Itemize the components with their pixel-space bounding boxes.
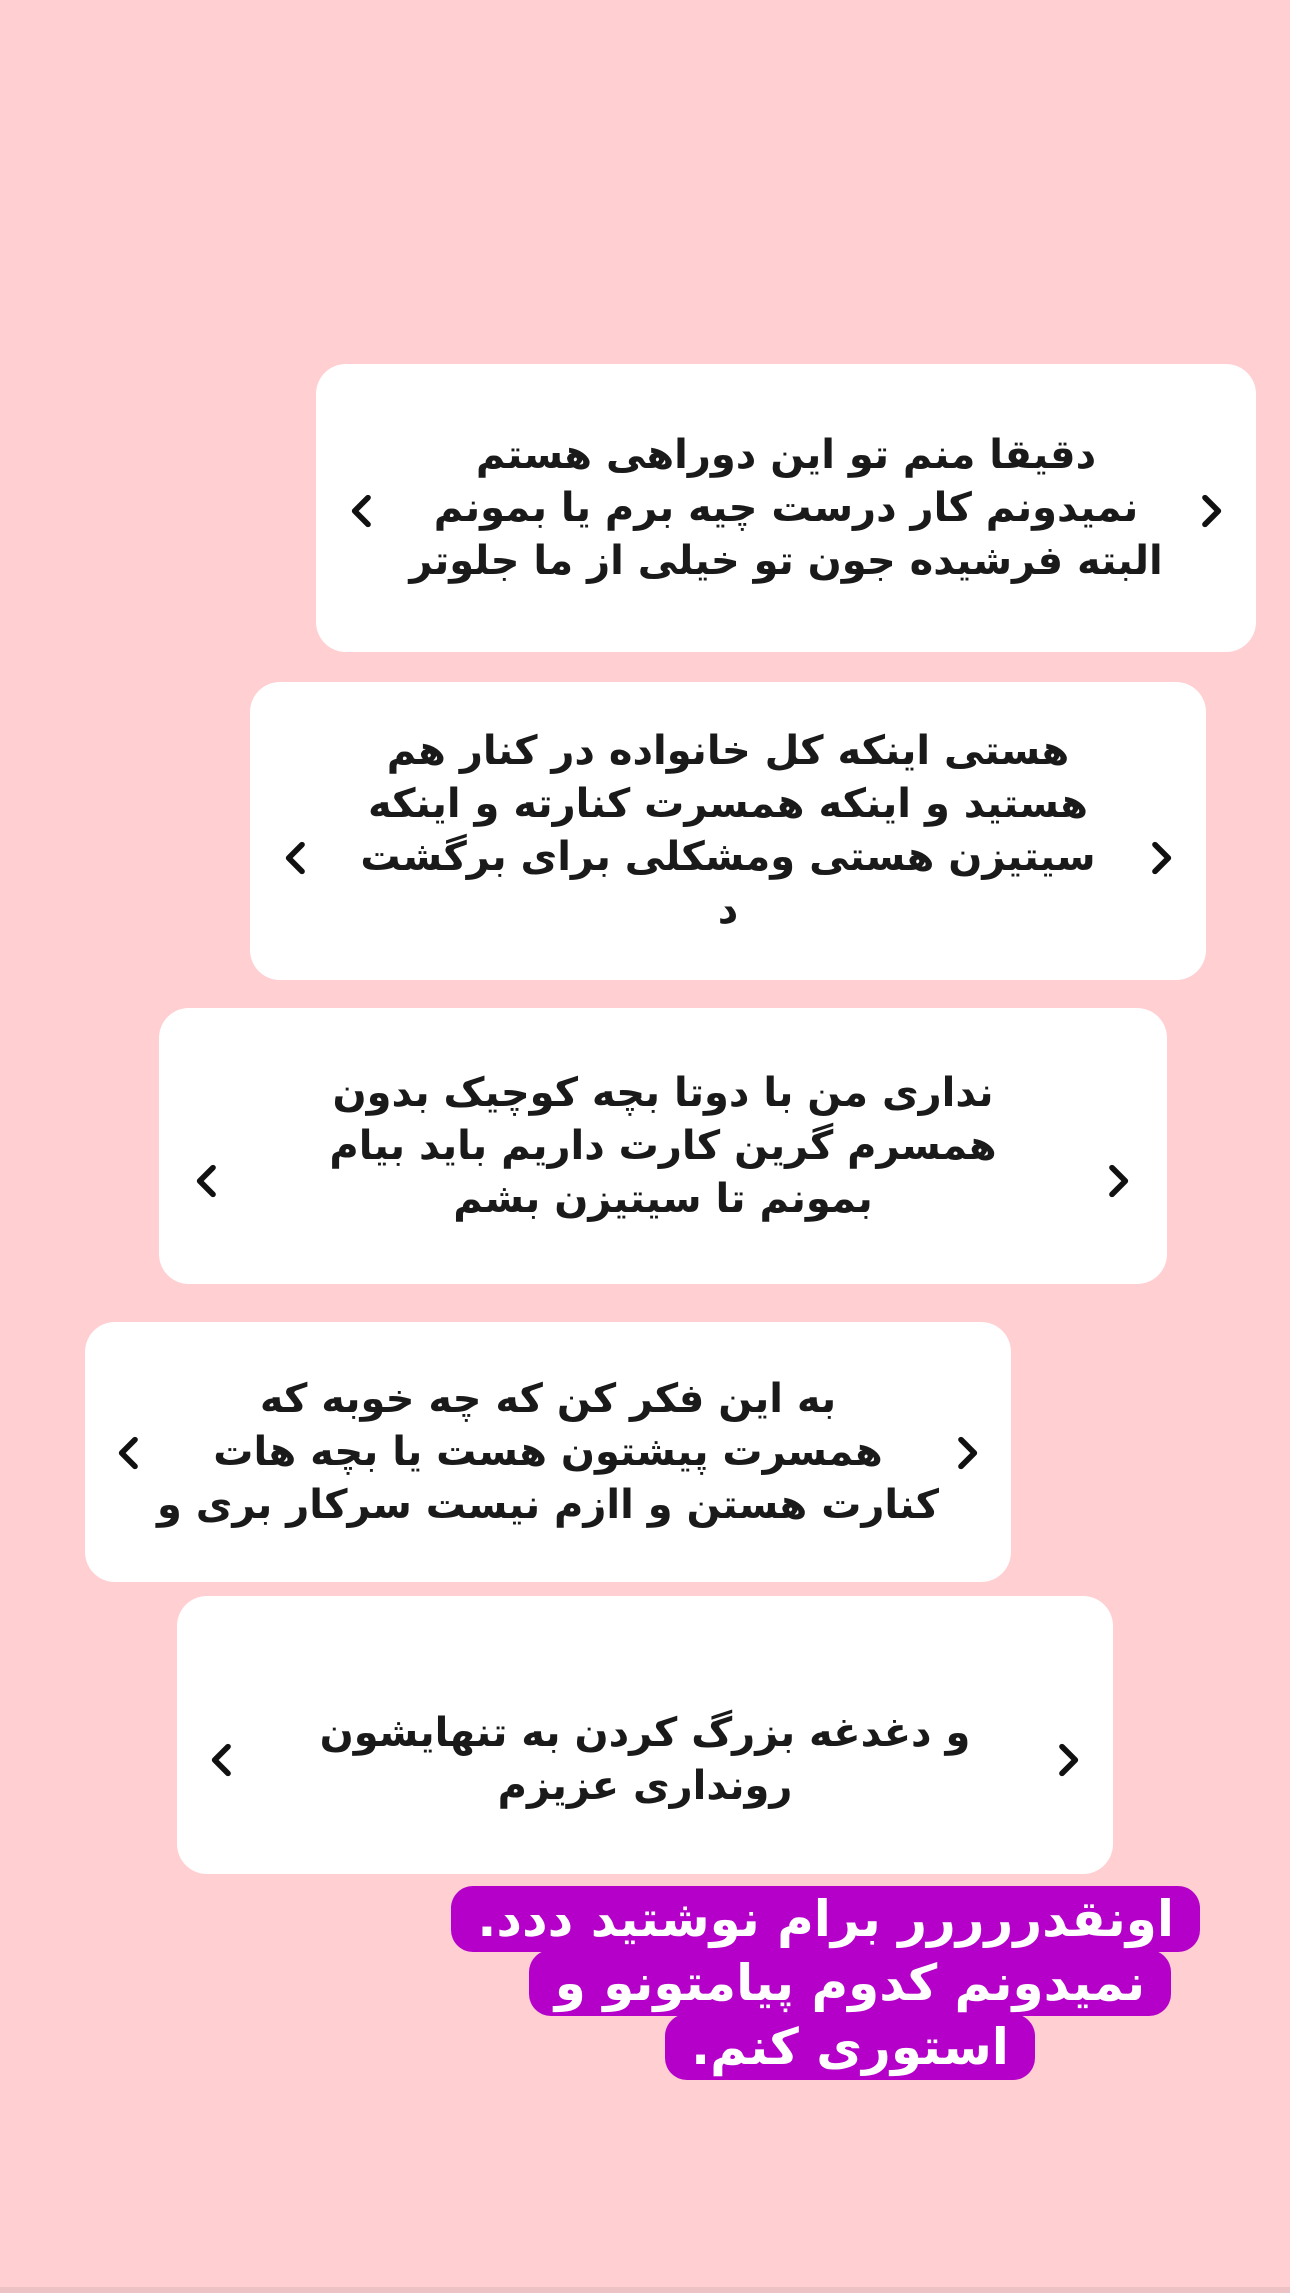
message-card-5: [177, 1596, 1113, 1874]
chevron-right-icon[interactable]: [1136, 834, 1184, 882]
message-card-1: [316, 364, 1256, 652]
chevron-right-icon[interactable]: [1043, 1736, 1091, 1784]
message-card-4: [85, 1322, 1011, 1582]
message-text: دقیقا منم تو این دوراهی هستم نمیدونم کار درست چیه برم یا بمونم البته فرشیده جون تو خیلی از ما جلوتر: [409, 431, 1163, 584]
story-caption: [477, 1886, 1200, 2080]
bottom-divider: [0, 2287, 1290, 2293]
caption-line: اونقدررررر برام نوشتید ددد.: [451, 1886, 1200, 1952]
message-text: نداری من با دوتا بچه کوچیک بدون همسرم گرین کارت داریم باید بیام بمونم تا سیتیزن بشم: [329, 1069, 997, 1222]
chevron-right-icon[interactable]: [1186, 487, 1234, 535]
message-text: و دغدغه بزرگ کردن به تنهایشون رونداری عزیزم: [319, 1710, 971, 1809]
chevron-right-icon[interactable]: [942, 1429, 990, 1477]
chevron-left-icon[interactable]: [184, 1157, 232, 1205]
chevron-left-icon[interactable]: [106, 1429, 154, 1477]
caption-line: نمیدونم کدوم پیامتونو و: [529, 1950, 1171, 2016]
message-card-3: [159, 1008, 1167, 1284]
message-text: به این فکر کن که چه خوبه که همسرت پیشتون هست یا بچه هات کنارت هستن و اازم نیست سرکار بری و: [156, 1375, 940, 1528]
message-card-2: [250, 682, 1206, 980]
chevron-right-icon[interactable]: [1093, 1157, 1141, 1205]
message-text: هستی اینکه کل خانواده در کنار هم هستید و اینکه همسرت کنارته و اینکه سیتیزن هستی ومشکلی برای برگشت د: [360, 728, 1096, 933]
caption-line: استوری کنم.: [665, 2014, 1035, 2080]
chevron-left-icon[interactable]: [339, 487, 387, 535]
chevron-left-icon[interactable]: [199, 1736, 247, 1784]
chevron-left-icon[interactable]: [273, 834, 321, 882]
